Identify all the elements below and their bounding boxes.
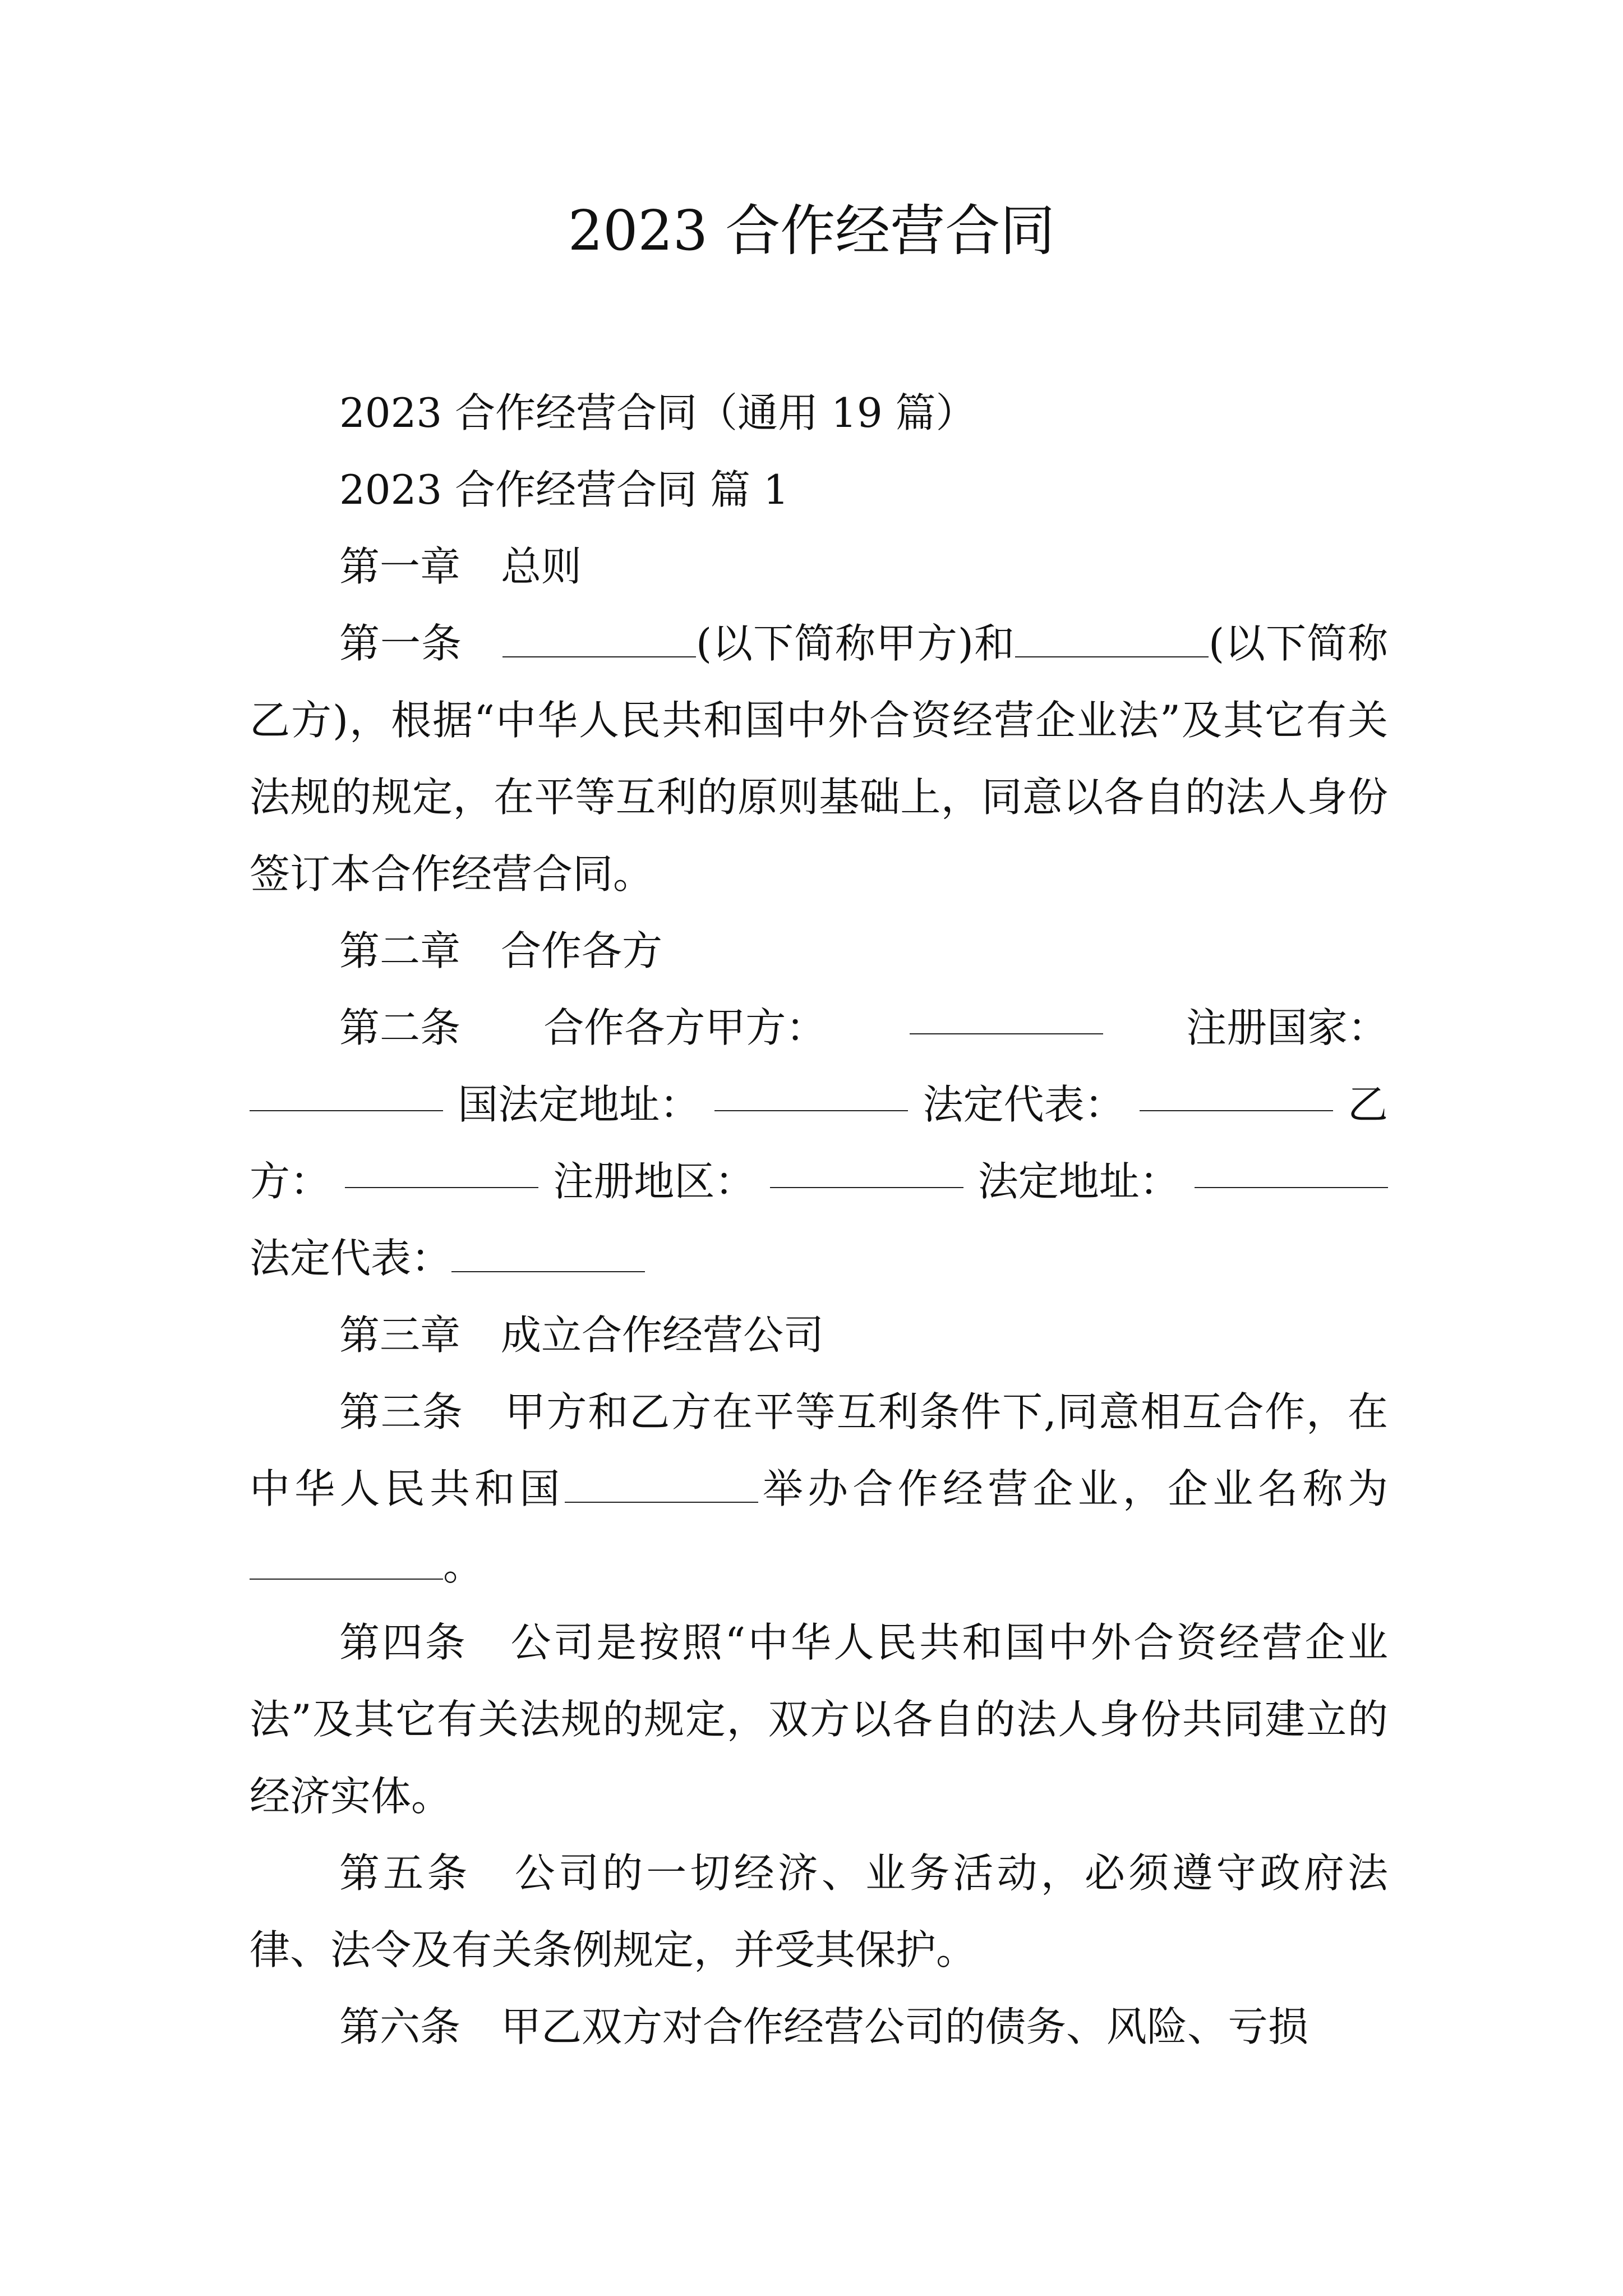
article-2-legal-rep-a: 法定代表： — [923, 1081, 1125, 1128]
article-5 — [250, 1835, 1388, 1989]
article-6-label: 第六条 — [339, 2003, 461, 2050]
article-2-line-4 — [250, 1220, 1388, 1297]
article-2-party-a: 合作各方甲方： — [543, 1004, 827, 1051]
chapter-3-name: 成立合作经营公司 — [501, 1312, 824, 1359]
article-1 — [250, 605, 1388, 913]
blank-field[interactable] — [1195, 1143, 1388, 1188]
section-heading: 2023 合作经营合同 篇 1 — [339, 466, 789, 513]
article-2 — [250, 990, 1388, 1297]
document-title: 2023 合作经营合同 — [568, 199, 1055, 263]
blank-field[interactable] — [502, 613, 696, 657]
blank-field[interactable] — [345, 1143, 538, 1188]
chapter-1-name: 总则 — [501, 543, 582, 590]
article-2-reg-region: 注册地区： — [553, 1158, 755, 1205]
chapter-1-heading — [250, 528, 1388, 605]
blank-field[interactable] — [1015, 613, 1209, 657]
chapter-2-label: 第二章 — [339, 927, 461, 974]
article-6 — [250, 1989, 1388, 2065]
chapter-2-name: 合作各方 — [501, 927, 663, 974]
article-2-party-b-start: 乙 — [1347, 1081, 1388, 1128]
article-2-label: 第二条 — [339, 1004, 461, 1051]
chapter-2-heading — [250, 913, 1388, 990]
article-4-text: 公司是按照“中华人民共和国中外合资经营企业法”及其它有关法规的规定，双方以各自的法人身份共同建立的经济实体。 — [250, 1619, 1388, 1820]
article-4 — [250, 1604, 1388, 1835]
article-1-label: 第一条 — [339, 620, 462, 667]
article-2-line-1 — [250, 990, 1388, 1066]
article-2-legal-address-b: 法定地址： — [978, 1158, 1180, 1205]
article-2-party-b-end: 方： — [250, 1158, 331, 1205]
blank-field[interactable] — [910, 990, 1103, 1034]
blank-field[interactable] — [1140, 1066, 1333, 1111]
article-1-text-b: (以下 — [1208, 620, 1307, 667]
article-3 — [250, 1374, 1388, 1604]
blank-field[interactable] — [714, 1066, 908, 1111]
article-3-text-end: 。 — [443, 1542, 484, 1589]
article-2-legal-address-a: 国法定地址： — [458, 1081, 700, 1128]
chapter-3-label: 第三章 — [339, 1312, 461, 1359]
article-1-text-rest: 简称乙方)，根据“中华人民共和国中外合资经营企业法”及其它有关法规的规定，在平等互利的原则基础上，同意以各自的法人身份签订本合作经营合同。 — [250, 620, 1388, 898]
blank-field[interactable] — [451, 1227, 645, 1272]
article-1-text-a: (以下简称甲方)和 — [695, 620, 1015, 667]
article-5-text: 公司的一切经济、业务活动，必须遵守政府法律、法令及有关条例规定，并受其保护。 — [250, 1849, 1388, 1973]
article-3-label: 第三条 — [339, 1388, 464, 1435]
document-body — [250, 375, 1388, 2065]
blank-field[interactable] — [250, 1066, 443, 1111]
document-subtitle: 2023 合作经营合同（通用 19 篇） — [339, 389, 976, 436]
article-5-label: 第五条 — [339, 1849, 471, 1897]
article-4-label: 第四条 — [339, 1619, 468, 1666]
blank-field[interactable] — [770, 1143, 963, 1188]
chapter-3-heading — [250, 1297, 1388, 1374]
article-2-line-2 — [250, 1066, 1388, 1143]
chapter-1-label: 第一章 — [339, 543, 461, 590]
article-2-legal-rep-b: 法定代表： — [250, 1235, 452, 1282]
article-3-text-a: 甲方和乙方在平等互利条件下,同意相互合作，在中华人民共和国 — [250, 1388, 1388, 1512]
article-2-line-3 — [250, 1143, 1388, 1220]
article-3-text-b: 举办合作经营企业，企业名称为 — [758, 1465, 1388, 1512]
article-6-text: 甲乙双方对合作经营公司的债务、风险、亏损 — [501, 2003, 1309, 2050]
blank-field[interactable] — [565, 1458, 758, 1503]
blank-field[interactable] — [250, 1535, 443, 1580]
article-2-reg-country: 注册国家： — [1186, 1004, 1388, 1051]
